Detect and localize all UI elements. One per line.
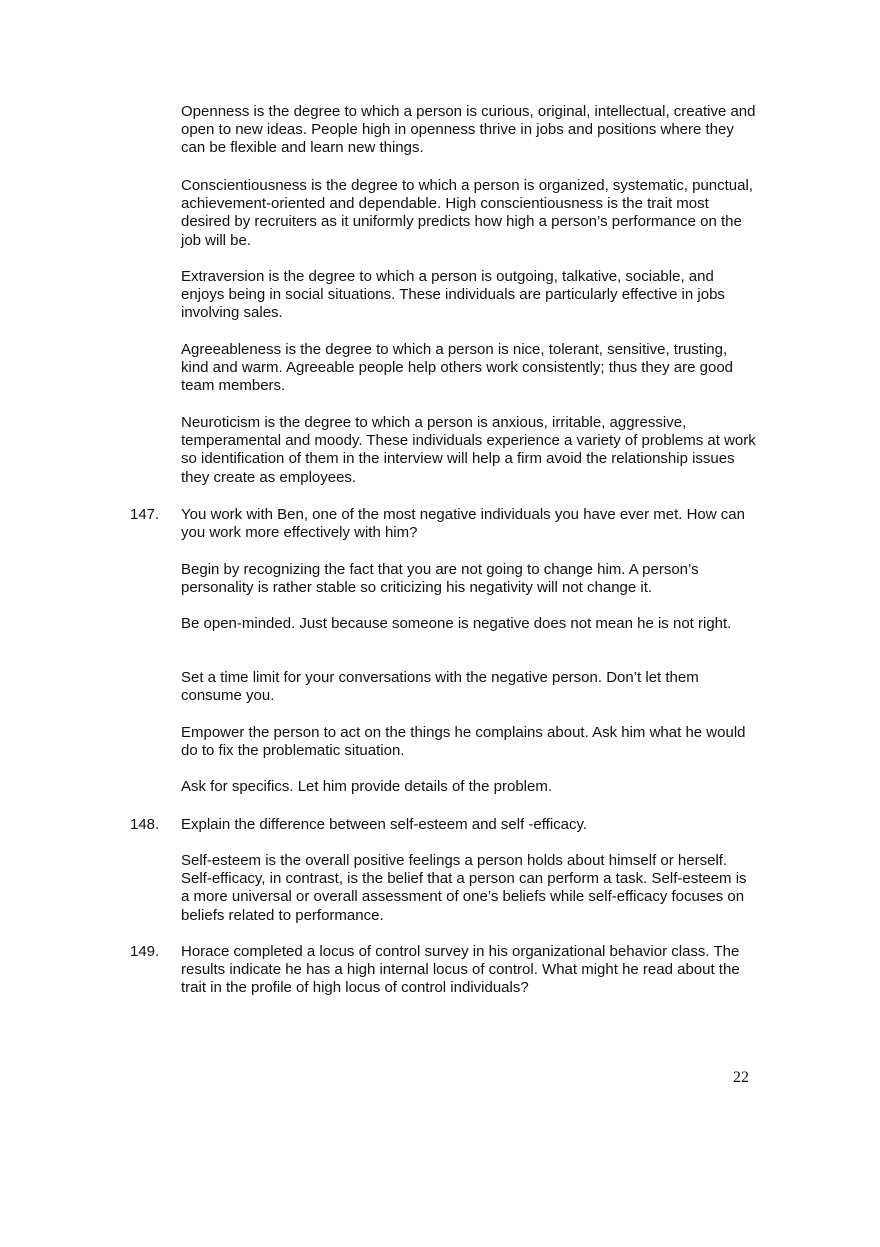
question-147-number: 147.: [130, 506, 160, 523]
question-148-number: 148.: [130, 816, 160, 833]
question-148-text: Explain the difference between self-esteem and self -efficacy.: [181, 816, 588, 833]
question-147-text: You work with Ben, one of the most negative individuals you have ever met. How can you work more effectively with him?: [181, 506, 745, 542]
openness-paragraph: Openness is the degree to which a person is curious, original, intellectual, creative and open to new ideas. People high in openness thrive in jobs and positions where they can be flexible and learn new things.: [181, 103, 756, 157]
q147-answer-5: Ask for specifics. Let him provide details of the problem.: [181, 778, 553, 795]
conscientiousness-paragraph: Conscientiousness is the degree to which a person is organized, systematic, punctual, achievement-oriented and dependable. High conscientiousness is the trait most desired by recruiters as it uniformly predicts how high a person’s performance on the job will be.: [181, 177, 753, 249]
q147-answer-2: Be open-minded. Just because someone is negative does not mean he is not right.: [181, 615, 732, 632]
page-number: 22: [733, 1069, 749, 1086]
neuroticism-paragraph: Neuroticism is the degree to which a person is anxious, irritable, aggressive, temperamental and moody. These individuals experience a variety of problems at work so identification of them in the interview will help a firm avoid the relationship issues they create as employees.: [181, 414, 756, 486]
q147-answer-1: Begin by recognizing the fact that you are not going to change him. A person’s personality is rather stable so criticizing his negativity will not change it.: [181, 561, 699, 597]
agreeableness-paragraph: Agreeableness is the degree to which a person is nice, tolerant, sensitive, trusting, kind and warm. Agreeable people help others work consistently; thus they are good team members.: [181, 341, 733, 395]
extraversion-paragraph: Extraversion is the degree to which a person is outgoing, talkative, sociable, and enjoys being in social situations. These individuals are particularly effective in jobs involving sales.: [181, 268, 725, 322]
question-149-number: 149.: [130, 943, 160, 960]
q148-answer: Self-esteem is the overall positive feelings a person holds about himself or herself. Self-efficacy, in contrast, is the belief that a person can perform a task. Self-esteem is a more universal or overall assessment of one’s beliefs while self-efficacy focuses on beliefs related to performance.: [181, 852, 747, 924]
q147-answer-4: Empower the person to act on the things he complains about. Ask him what he would do to fix the problematic situation.: [181, 724, 746, 760]
question-149-text: Horace completed a locus of control survey in his organizational behavior class. The results indicate he has a high internal locus of control. What might he read about the trait in the profile of high locus of control individuals?: [181, 943, 740, 997]
q147-answer-3: Set a time limit for your conversations with the negative person. Don’t let them consume you.: [181, 669, 699, 705]
